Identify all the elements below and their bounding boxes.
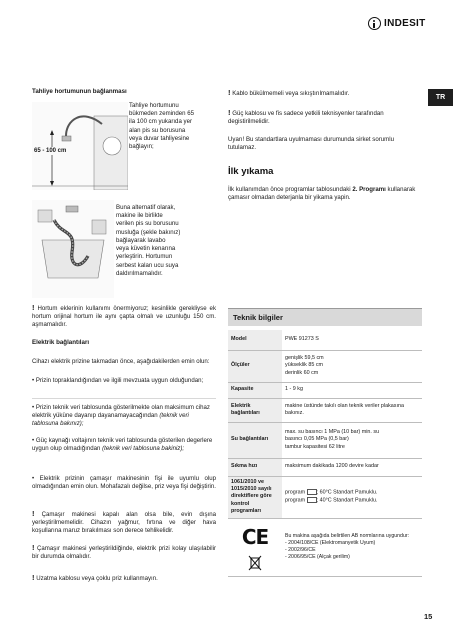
spec-value: makine üstünde takılı olan teknik veriler plakasına bakınız.: [282, 398, 422, 422]
first-wash-title: İlk yıkama: [228, 166, 274, 177]
first-wash-text-part: kullanarak çamasır olmadan deterjanla bir yikama yapin.: [228, 186, 416, 202]
specs-title: Teknik bilgiler: [228, 308, 422, 326]
spec-value: [282, 422, 422, 458]
directive-line: 1061/2010 ve: [231, 478, 264, 485]
bullet-text: Prizin topraklandığından ve ilgili mevzuata uygun olduğundan;: [35, 377, 204, 384]
hose-sink-illustration: [32, 200, 114, 298]
compliance-item: - 2004/108/CE (Elektromanyetik Uyum): [285, 539, 376, 546]
spec-value: [282, 476, 422, 518]
table-row: [228, 422, 422, 458]
program-icon: [307, 497, 317, 503]
table-row: [228, 458, 422, 476]
hose-height-label: 65 - 100 cm: [34, 148, 67, 154]
dims-line: yükseklik 85 cm: [285, 362, 324, 369]
bullet-text: Güç kaynağı voltajının teknik veri tablosunda gösterilen degerlere uygun olup olmadığından: [32, 437, 213, 453]
dims-line: genişlik 59,5 cm: [285, 355, 324, 362]
extension-cable-warning: [32, 573, 216, 583]
outdoor-warning: [32, 509, 216, 536]
spec-value: PWE 91273 S: [282, 330, 422, 350]
hose-wall-illustration: [32, 102, 128, 190]
hose-text-line: veya duvar tahliyesine: [129, 134, 190, 142]
warning-text: Çamaşır makinesi kapalı alan olsa bile, evin dışına yerleştirilmemelidir. Cihazın yağmur, fırtına ve diğer hava koşullarına maruz bırakılması son derece tehlikelidir.: [32, 511, 216, 535]
brand-name: INDESIT: [384, 18, 426, 29]
table-row: [228, 476, 422, 518]
bullet-reference: (teknik veri tablosuna bakiniz);: [102, 445, 185, 453]
dims-line: derinlik 60 cm: [285, 369, 319, 376]
hose-section-title: Tahliye hortumunun bağlanması: [32, 88, 127, 95]
water-line: max. su basıncı 1 MPa (10 bar) min. su: [285, 429, 380, 436]
program-word: program: [285, 489, 306, 496]
compliance-item: - 2002/96/CE: [285, 547, 316, 553]
divider: [32, 398, 216, 399]
weee-bin-icon: [248, 555, 262, 571]
cable-warning: [228, 88, 424, 98]
spec-label: Model: [228, 330, 282, 350]
hose-text-line: Tahliye hortumunu: [129, 102, 179, 109]
hose-sink-figure: [32, 200, 114, 298]
socket-access-warning: [32, 543, 216, 561]
water-line: tambur kapasitesi 62 litre: [285, 443, 345, 450]
hose-instructions-1: [129, 102, 213, 151]
hose-instructions-2: [116, 204, 210, 278]
first-wash-text: [228, 186, 424, 202]
control-program-1: [285, 489, 419, 497]
language-tab: TR: [428, 89, 453, 106]
table-row: [228, 350, 422, 382]
warning-icon: !: [32, 573, 35, 582]
indesit-logo-icon: [368, 17, 381, 30]
hose-text-line: serbest kalan ucu suya: [116, 261, 179, 269]
spec-value: maksimum dakikada 1200 devire kadar: [282, 458, 422, 476]
spec-value: 1 - 9 kg: [282, 382, 422, 398]
warning-text: Çamaşır makinesi yerleştirildiğinde, elektrik prizi kolay ulaşılabilir bir durumda olmalıdır.: [32, 545, 216, 561]
program-text: ; 60°C Standart Pamuklu.: [316, 489, 378, 496]
standards-notice: Uyarı! Bu standartlara uyulmaması durumunda sirket sorumlu tutulamaz.: [228, 136, 394, 152]
program-text: ; 40°C Standart Pamuklu.: [316, 497, 378, 504]
hose-text-line: bağlayın;: [129, 143, 154, 151]
warning-icon: !: [32, 303, 35, 312]
page-number: 15: [424, 612, 433, 621]
table-row: [228, 398, 422, 422]
hose-text-line: ila 100 cm yukarıda yer: [129, 118, 192, 126]
spec-value: [282, 518, 422, 576]
hose-wall-figure: [32, 102, 128, 190]
hose-text-line: bükmeden zeminden 65: [129, 110, 195, 118]
hose-text-line: veya küvetin kenarına: [116, 245, 176, 253]
table-row: [228, 382, 422, 398]
electrical-bullet-3: [32, 437, 216, 453]
compliance-item: - 2006/95/CE (Alçak gerilim): [285, 554, 350, 561]
spec-label: Su bağlantıları: [228, 422, 282, 458]
hose-text-line: verilen pis su borusunu: [116, 220, 179, 228]
electrical-bullet-1: [32, 377, 214, 385]
spec-label: Ölçüler: [228, 350, 282, 382]
ce-mark-icon: CE: [241, 524, 269, 549]
hose-extension-warning: [32, 303, 216, 330]
control-program-2: [285, 497, 419, 505]
electrical-bullet-4: [32, 475, 216, 491]
warning-icon: !: [228, 108, 231, 117]
spec-label: Sıkma hızı: [228, 458, 282, 476]
warning-icon: !: [32, 543, 35, 552]
warning-text: Güç kablosu ve fis sadece yetkili teknisyenler tarafından degistirilmelidir.: [228, 110, 384, 126]
bullet-text: Prizin teknik veri tablosunda gösterilmekte olan maksimum cihaz elektrik yüküne dayanıp dayanamayacağından: [32, 404, 210, 420]
hose-text-line: bağlayarak lavabo: [116, 236, 166, 244]
warning-text: Hortum eklerinin kullanımı önermiyoruz; kesinlikle gerekliyse ek hortum orijinal hortum ile aynı çapta olmalı ve uzunluğu 150 cm. aşmamalıdır.: [32, 305, 216, 329]
program-reference: 2. Programı: [352, 186, 386, 193]
hose-text-line: musluğa (şekle bakınız): [116, 228, 181, 236]
warning-icon: !: [32, 509, 35, 518]
warning-text: Uzatma kablosu veya çoklu priz kullanmayın.: [36, 575, 158, 582]
table-row: [228, 518, 422, 576]
hose-text-line: Buna alternatif olarak,: [116, 204, 176, 211]
specs-table: [228, 330, 422, 577]
spec-label: Elektrik bağlantıları: [228, 398, 282, 422]
electrical-bullet-2: [32, 404, 216, 429]
hose-text-line: alan pis su borusuna: [129, 126, 186, 134]
bullet-icon: •: [32, 404, 36, 411]
warning-icon: !: [228, 88, 231, 97]
bullet-reference: (teknik veri tablosuna bakınız);: [32, 412, 189, 428]
first-wash-text-part: İlk kullanımdan önce programlar tablosundaki: [228, 186, 353, 193]
ce-cell: [228, 518, 282, 576]
bullet-icon: •: [32, 437, 36, 444]
table-row: [228, 330, 422, 350]
spec-label: [228, 476, 282, 518]
bullet-icon: •: [32, 475, 40, 482]
warning-text: Kablo bükülmemeli veya sıkıştırılmamalıdır.: [232, 90, 350, 97]
program-word: program: [285, 497, 306, 504]
electrical-intro: Cihazı elektrik prizine takmadan önce, aşağıdakilerden emin olun:: [32, 358, 210, 365]
program-icon: [307, 489, 317, 495]
hose-text-line: yerleştirin. Hortumun: [116, 253, 173, 261]
brand-logo: [368, 17, 426, 31]
spec-value: [282, 350, 422, 382]
bullet-text: Elektrik prizinin çamaşır makinesinin fişi ile uyumlu olup olmadığından emin olun. Mohafazalı değilse, priz veya fişi değiştirin.: [32, 475, 216, 491]
directive-line: kontrol programları: [231, 500, 261, 514]
compliance-intro: Bu makina aşağıda belirtilen AB normlarına uygundur:: [285, 532, 409, 539]
directive-line: 1015/2010 sayılı: [231, 486, 272, 493]
hose-text-line: daldırılmamalıdır.: [116, 269, 163, 277]
directive-line: direktiflere göre: [231, 493, 272, 500]
cable-replacement-warning: [228, 108, 422, 126]
hose-text-line: makine ile birlikte: [116, 212, 163, 220]
water-line: basıncı 0,05 MPa (0,5 bar): [285, 436, 349, 443]
spec-label: Kapasite: [228, 382, 282, 398]
bullet-icon: •: [32, 377, 36, 384]
electrical-title: Elektrik bağlantıları: [32, 339, 90, 346]
